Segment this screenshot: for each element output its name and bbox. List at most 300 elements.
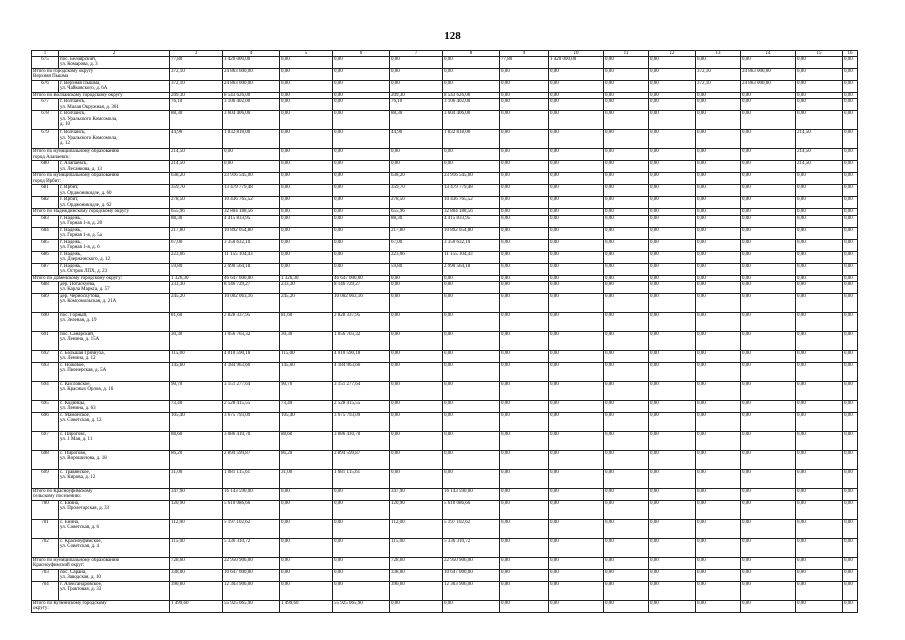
value-cell: 0,00	[549, 275, 604, 281]
value-cell: 0,00	[796, 239, 843, 251]
value-cell: 2 990 564,18	[443, 263, 500, 275]
row-number: 692	[32, 351, 59, 363]
value-cell: 0,00	[696, 215, 741, 227]
value-cell: 0,00	[549, 197, 604, 209]
value-cell: 0,00	[796, 81, 843, 93]
address-line: дер. Черноскутова,	[60, 294, 101, 300]
value-cell: 0,00	[390, 69, 443, 81]
row-number: 683	[32, 215, 59, 227]
value-cell: 217,80	[170, 227, 223, 239]
value-cell: 145,60	[280, 363, 333, 382]
address-cell	[59, 363, 170, 382]
value-cell: 0,00	[741, 111, 796, 130]
value-cell: 0,00	[604, 197, 649, 209]
value-cell: 0,00	[796, 489, 843, 501]
value-cell: 88,60	[170, 432, 223, 451]
row-number: 676	[32, 81, 59, 93]
value-cell: 86,20	[280, 451, 333, 470]
address-line: г. Волчанск,	[60, 99, 86, 105]
value-cell: 0,00	[604, 161, 649, 173]
value-cell: 120,90	[390, 501, 443, 520]
value-cell: 0,00	[696, 282, 741, 294]
table-row	[32, 215, 858, 227]
column-number: 9	[500, 51, 549, 57]
value-cell: 31,00	[280, 470, 333, 489]
address-line: д. 12	[60, 140, 71, 146]
table-row	[32, 197, 858, 209]
table-row	[32, 313, 858, 332]
value-cell: 32 804 188,56	[223, 209, 280, 215]
address-line: ул. Ворошилова, д. 18	[60, 456, 107, 462]
table-row	[32, 520, 858, 539]
value-cell: 0,00	[549, 413, 604, 432]
value-cell: 24 863 000,00	[223, 81, 280, 93]
value-cell: 0,00	[649, 520, 696, 539]
column-number: 12	[649, 51, 696, 57]
value-cell: 0,00	[333, 263, 390, 275]
value-cell: 3 151 277,64	[333, 382, 390, 401]
column-number: 4	[223, 51, 280, 57]
value-cell: 0,00	[333, 185, 390, 197]
value-cell: 2 990 564,18	[223, 263, 280, 275]
value-cell: 0,00	[280, 81, 333, 93]
value-cell: 0,00	[390, 282, 443, 294]
value-cell: 0,00	[696, 173, 741, 185]
value-cell: 0,00	[796, 539, 843, 558]
value-cell: 0,00	[696, 263, 741, 275]
value-cell: 0,00	[696, 251, 741, 263]
address-line: с. Кодинцы,	[60, 401, 86, 407]
value-cell: 2 894 599,87	[223, 451, 280, 470]
value-cell: 0,00	[390, 81, 443, 93]
value-cell: 0,00	[604, 558, 649, 570]
value-cell: 338,00	[390, 570, 443, 582]
value-cell: 1 832 818,00	[223, 130, 280, 149]
value-cell: 0,00	[741, 215, 796, 227]
value-cell: 0,00	[696, 520, 741, 539]
value-cell: 0,00	[843, 294, 858, 313]
value-cell: 0,00	[843, 239, 858, 251]
value-cell: 0,00	[649, 582, 696, 601]
value-cell: 0,00	[549, 215, 604, 227]
value-cell: 0,00	[741, 363, 796, 382]
value-cell: 0,00	[280, 570, 333, 582]
value-cell: 0,00	[649, 239, 696, 251]
table-row	[32, 185, 858, 197]
address-cell	[59, 313, 170, 332]
value-cell: 90,70	[280, 382, 333, 401]
row-number: 685	[32, 239, 59, 251]
value-cell: 11 155 104,43	[223, 251, 280, 263]
value-cell: 105,40	[170, 413, 223, 432]
value-cell: 0,00	[604, 173, 649, 185]
address-line: г. Волчанск,	[60, 130, 86, 136]
value-cell: 8 543 626,00	[443, 93, 500, 99]
value-cell: 0,00	[549, 239, 604, 251]
value-cell: 10 892 054,80	[443, 227, 500, 239]
address-line: ул. Чайковского, д. 6А	[60, 86, 108, 92]
value-cell: 0,00	[649, 282, 696, 294]
total-row	[32, 173, 858, 185]
value-cell: 0,00	[500, 111, 549, 130]
value-cell: 59,80	[390, 263, 443, 275]
value-cell: 23 916 545,00	[443, 173, 500, 185]
value-cell: 0,00	[500, 489, 549, 501]
address-cell	[59, 215, 170, 227]
value-cell: 0,00	[280, 520, 333, 539]
value-cell: 0,00	[333, 539, 390, 558]
value-cell: 0,00	[843, 275, 858, 281]
value-cell: 0,00	[500, 185, 549, 197]
value-cell: 0,00	[843, 332, 858, 351]
column-number: 13	[696, 51, 741, 57]
value-cell: 0,00	[741, 227, 796, 239]
value-cell: 0,00	[333, 161, 390, 173]
value-cell: 0,00	[280, 197, 333, 209]
value-cell: 0,00	[390, 332, 443, 351]
value-cell: 4 010 590,18	[223, 351, 280, 363]
value-cell: 76,10	[170, 99, 223, 111]
address-line: ул. Советская, д. 4	[60, 544, 100, 550]
value-cell: 8 543 626,00	[223, 93, 280, 99]
table-row	[32, 570, 858, 582]
row-number: 703	[32, 570, 59, 582]
value-cell: 0,00	[549, 470, 604, 489]
value-cell: 0,00	[696, 489, 741, 501]
address-line: ул. Карла Маркса, д. 57	[60, 287, 110, 293]
address-line: город Ирбит:	[33, 178, 61, 184]
value-cell: 278,50	[390, 197, 443, 209]
address-line: с. Мамонское,	[60, 413, 91, 419]
page-number: 128	[444, 30, 461, 42]
value-cell: 0,00	[500, 239, 549, 251]
address-line: ул. Уральского Комсомола,	[60, 116, 118, 122]
address-line: округу:	[33, 606, 49, 612]
value-cell: 372,10	[170, 69, 223, 81]
value-cell: 209,30	[170, 93, 223, 99]
column-number: 15	[796, 51, 843, 57]
value-cell: 0,00	[796, 332, 843, 351]
address-line: ул. Горная 1-я, д. 20	[60, 220, 103, 226]
value-cell: 88,60	[280, 432, 333, 451]
value-cell: 0,00	[549, 558, 604, 570]
value-cell: 4 415 833,95	[223, 215, 280, 227]
address-line: ул. Орджоникидзе, д. 60	[60, 190, 112, 196]
address-cell	[59, 582, 170, 601]
total-label	[32, 489, 170, 501]
value-cell: 0,00	[796, 501, 843, 520]
value-cell: 0,00	[390, 149, 443, 161]
value-cell: 0,00	[604, 351, 649, 363]
value-cell: 0,00	[604, 539, 649, 558]
address-cell	[59, 81, 170, 93]
value-cell: 0,00	[843, 197, 858, 209]
table-row	[32, 470, 858, 489]
value-cell: 1 056 703,32	[333, 332, 390, 351]
value-cell: 1 420 000,00	[549, 57, 604, 69]
row-number: 697	[32, 432, 59, 451]
value-cell: 4 184 963,66	[333, 363, 390, 382]
value-cell: 8 146 729,27	[333, 282, 390, 294]
row-number: 690	[32, 313, 59, 332]
table-row	[32, 363, 858, 382]
value-cell: 3 604 406,00	[443, 111, 500, 130]
value-cell: 0,00	[843, 582, 858, 601]
value-cell: 76,10	[390, 99, 443, 111]
value-cell: 0,00	[741, 251, 796, 263]
total-label	[32, 173, 170, 185]
value-cell: 0,00	[443, 81, 500, 93]
value-cell: 0,00	[604, 251, 649, 263]
address-line: Итого по Кузнинскому городскому	[33, 601, 107, 607]
address-line: Итого по муниципальному образованию	[33, 558, 120, 564]
value-cell: 0,00	[549, 209, 604, 215]
address-line: ул. Заводская, д. 10	[60, 575, 101, 581]
table-row	[32, 539, 858, 558]
value-cell: 0,00	[549, 282, 604, 294]
value-cell: 24 863 000,00	[741, 69, 796, 81]
address-cell	[59, 57, 170, 69]
value-cell: 4 010 590,18	[333, 351, 390, 363]
value-cell: 0,00	[549, 520, 604, 539]
value-cell: 245,20	[170, 294, 223, 313]
data-table	[31, 50, 858, 613]
address-line: г. Ирбит,	[60, 185, 79, 191]
value-cell: 214,50	[796, 130, 843, 149]
value-cell: 115,00	[170, 351, 223, 363]
address-line: ул. Лесанкова, д. 13	[60, 166, 102, 172]
value-cell: 0,00	[741, 432, 796, 451]
value-cell: 0,00	[549, 81, 604, 93]
value-cell: 217,80	[390, 227, 443, 239]
address-cell	[59, 570, 170, 582]
value-cell: 0,00	[741, 570, 796, 582]
value-cell: 0,00	[390, 313, 443, 332]
value-cell: 0,00	[549, 99, 604, 111]
value-cell: 0,00	[696, 130, 741, 149]
value-cell: 0,00	[333, 130, 390, 149]
value-cell: 0,00	[696, 93, 741, 99]
address-cell	[59, 294, 170, 313]
value-cell: 0,00	[741, 332, 796, 351]
value-cell: 0,00	[796, 263, 843, 275]
value-cell: 0,00	[500, 251, 549, 263]
value-cell: 0,00	[333, 173, 390, 185]
value-cell: 12 303 906,00	[443, 582, 500, 601]
value-cell: 0,00	[604, 501, 649, 520]
address-cell	[59, 282, 170, 294]
value-cell: 0,00	[796, 401, 843, 413]
value-cell: 0,00	[649, 227, 696, 239]
value-cell: 0,00	[843, 111, 858, 130]
value-cell: 0,00	[604, 81, 649, 93]
value-cell: 0,00	[843, 263, 858, 275]
value-cell: 0,00	[604, 149, 649, 161]
value-cell: 0,00	[741, 313, 796, 332]
value-cell: 0,00	[333, 197, 390, 209]
value-cell: 0,00	[843, 185, 858, 197]
value-cell: 0,00	[500, 601, 549, 613]
address-line: ул. Советская, д. 12	[60, 418, 102, 424]
value-cell: 0,00	[649, 69, 696, 81]
value-cell: 0,00	[333, 582, 390, 601]
value-cell: 0,00	[696, 294, 741, 313]
value-cell: 0,00	[500, 558, 549, 570]
value-cell: 24 863 000,00	[741, 81, 796, 93]
value-cell: 0,00	[649, 570, 696, 582]
value-cell: 0,00	[649, 332, 696, 351]
value-cell: 0,00	[741, 451, 796, 470]
value-cell: 0,00	[223, 161, 280, 173]
value-cell: 1 326,30	[280, 275, 333, 281]
value-cell: 0,00	[843, 251, 858, 263]
value-cell: 2 528 415,55	[223, 401, 280, 413]
value-cell: 67,00	[390, 239, 443, 251]
value-cell: 0,00	[280, 582, 333, 601]
value-cell: 3 106 402,00	[443, 99, 500, 111]
value-cell: 390,60	[390, 582, 443, 601]
value-cell: 0,00	[443, 161, 500, 173]
value-cell: 0,00	[500, 582, 549, 601]
value-cell: 0,00	[280, 130, 333, 149]
value-cell: 0,00	[741, 161, 796, 173]
address-line: ул. Кирова, д. 12	[60, 475, 96, 481]
value-cell: 5 336 310,72	[443, 539, 500, 558]
value-cell: 3 151 277,64	[223, 382, 280, 401]
value-cell: 0,00	[741, 57, 796, 69]
address-cell	[59, 413, 170, 432]
value-cell: 338,00	[170, 570, 223, 582]
address-line: ул. Остров ЛПХ, д. 23	[60, 268, 108, 274]
value-cell: 0,00	[549, 149, 604, 161]
value-cell: 88,30	[170, 111, 223, 130]
value-cell: 0,00	[741, 282, 796, 294]
value-cell: 5 197 102,62	[443, 520, 500, 539]
value-cell: 0,00	[500, 501, 549, 520]
value-cell: 638,20	[170, 173, 223, 185]
value-cell: 0,00	[741, 413, 796, 432]
value-cell: 0,00	[280, 185, 333, 197]
value-cell: 112,00	[170, 520, 223, 539]
value-cell: 0,00	[649, 215, 696, 227]
value-cell: 0,00	[696, 501, 741, 520]
value-cell: 0,00	[500, 93, 549, 99]
address-line: Верхняя Пышма	[33, 74, 69, 80]
value-cell: 0,00	[649, 558, 696, 570]
value-cell: 22 950 906,00	[223, 558, 280, 570]
value-cell: 0,00	[649, 413, 696, 432]
address-cell	[59, 539, 170, 558]
value-cell: 0,00	[549, 69, 604, 81]
value-cell: 0,00	[549, 582, 604, 601]
value-cell: 0,00	[604, 209, 649, 215]
value-cell: 0,00	[500, 401, 549, 413]
value-cell: 10 647 000,00	[443, 570, 500, 582]
value-cell: 16 143 590,00	[443, 489, 500, 501]
value-cell: 0,00	[390, 432, 443, 451]
value-cell: 0,00	[741, 601, 796, 613]
value-cell: 1 081 115,61	[333, 470, 390, 489]
value-cell: 1 056 703,32	[223, 332, 280, 351]
value-cell: 0,00	[443, 69, 500, 81]
value-cell: 0,00	[741, 539, 796, 558]
value-cell: 10 436 765,52	[223, 197, 280, 209]
value-cell: 0,00	[796, 275, 843, 281]
address-line: Итого по муниципальному образованию	[33, 149, 120, 155]
value-cell: 0,00	[796, 99, 843, 111]
value-cell: 0,00	[390, 382, 443, 401]
value-cell: 2 894 599,87	[333, 451, 390, 470]
value-cell: 0,00	[604, 601, 649, 613]
value-cell: 0,00	[649, 451, 696, 470]
column-number: 1	[32, 51, 59, 57]
address-line: с. Пирогово,	[60, 451, 87, 457]
table-row	[32, 582, 858, 601]
row-number: 678	[32, 111, 59, 130]
value-cell: 0,00	[696, 582, 741, 601]
value-cell: 0,00	[649, 294, 696, 313]
address-line: ул. Ленина, д. 15А	[60, 337, 100, 343]
column-number: 7	[390, 51, 443, 57]
value-cell: 3 086 410,70	[333, 432, 390, 451]
value-cell: 0,00	[741, 501, 796, 520]
value-cell: 0,00	[843, 489, 858, 501]
value-cell: 0,00	[796, 69, 843, 81]
value-cell: 0,00	[443, 363, 500, 382]
address-cell	[59, 227, 170, 239]
value-cell: 88,30	[390, 215, 443, 227]
value-cell: 0,00	[796, 209, 843, 215]
value-cell: 88,30	[170, 215, 223, 227]
value-cell: 13 479 779,48	[223, 185, 280, 197]
value-cell: 90,70	[170, 382, 223, 401]
value-cell: 0,00	[796, 351, 843, 363]
value-cell: 0,00	[280, 263, 333, 275]
value-cell: 55 925 065,90	[333, 601, 390, 613]
value-cell: 0,00	[741, 99, 796, 111]
value-cell: 0,00	[741, 275, 796, 281]
table-row	[32, 413, 858, 432]
value-cell: 0,00	[390, 451, 443, 470]
value-cell: 0,00	[280, 99, 333, 111]
value-cell: 0,00	[500, 99, 549, 111]
value-cell: 372,10	[696, 69, 741, 81]
total-row	[32, 558, 858, 570]
value-cell: 0,00	[696, 149, 741, 161]
row-number: 696	[32, 413, 59, 432]
row-number: 699	[32, 470, 59, 489]
row-number: 693	[32, 363, 59, 382]
value-cell: 23 916 545,00	[223, 173, 280, 185]
value-cell: 0,00	[443, 313, 500, 332]
value-cell: 115,00	[390, 539, 443, 558]
value-cell: 278,50	[170, 197, 223, 209]
value-cell: 0,00	[843, 57, 858, 69]
value-cell: 223,06	[170, 251, 223, 263]
value-cell: 0,00	[696, 382, 741, 401]
address-line: Итого по Волчанскому городскому округу	[33, 93, 123, 98]
value-cell: 0,00	[649, 539, 696, 558]
address-line: ул. Красных Орлов, д. 16	[60, 387, 114, 393]
row-number: 704	[32, 582, 59, 601]
value-cell: 0,00	[843, 539, 858, 558]
table-row	[32, 111, 858, 130]
value-cell: 1 326,30	[170, 275, 223, 281]
table-row	[32, 401, 858, 413]
address-line: ул. Ленина, д. 12	[60, 356, 96, 362]
value-cell: 0,00	[333, 93, 390, 99]
value-cell: 0,00	[843, 570, 858, 582]
